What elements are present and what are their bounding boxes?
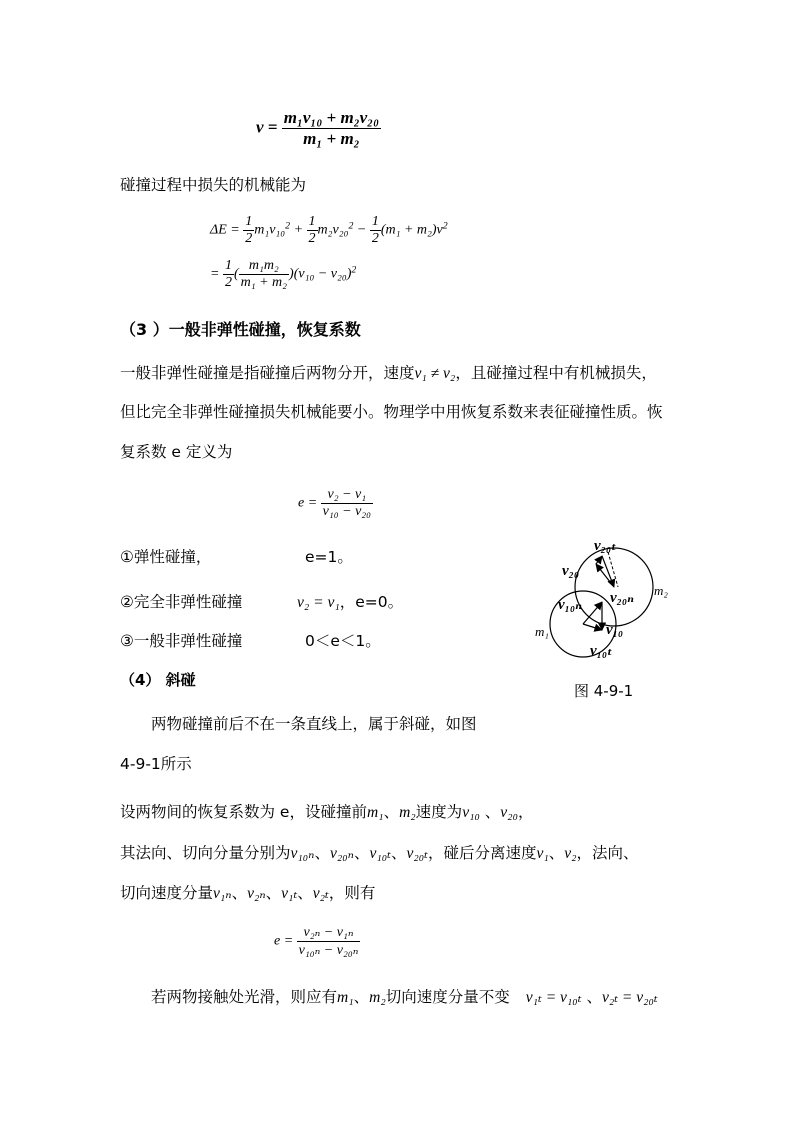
- half-num-3: 1: [371, 214, 379, 229]
- term2: m₂v₂₀: [317, 222, 349, 238]
- case-perfect-inelastic-label: ②完全非弹性碰撞: [120, 593, 243, 611]
- formula-e2-fraction: [297, 924, 361, 959]
- close-paren: ): [289, 266, 294, 282]
- para4-v10t: v₁₀ₜ: [369, 845, 391, 862]
- para3-sep1: 、: [383, 803, 400, 821]
- para4-sep1: 、: [314, 844, 330, 862]
- formula-e2-lhs: e =: [274, 933, 294, 949]
- formula-e2-den: v₁₀ₙ − v₂₀ₙ: [298, 943, 359, 958]
- para4-sep2: 、: [353, 844, 370, 862]
- para5-text-b: ，则有: [328, 884, 376, 902]
- para3-m1: m₁: [366, 804, 384, 821]
- para4-sep4: 、: [548, 844, 565, 862]
- para5-line: [120, 881, 375, 903]
- para1-line1: [120, 361, 657, 383]
- para5-sep1: 、: [231, 884, 248, 902]
- para3-text-a: 设两物间的恢复系数为 e，设碰撞前: [120, 803, 367, 821]
- para4-v2: v₂: [564, 845, 577, 862]
- perfect-inelastic-value: ，e=0。: [339, 593, 404, 611]
- delta-e-lhs: ΔE =: [210, 222, 240, 238]
- formula-e1-num: v₂ − v₁: [321, 487, 373, 504]
- half-fraction-3: [370, 214, 381, 247]
- para6-formula-1: v₁ₜ = v₁₀ₜ: [525, 989, 582, 1006]
- para4-text-c: ，法向、: [576, 844, 639, 862]
- half-den: 2: [245, 231, 253, 246]
- para3-text-c: ，: [517, 803, 534, 821]
- formula-e1-lhs: e =: [298, 495, 318, 511]
- para4-line: [120, 841, 639, 863]
- para3-v20: v₂₀: [500, 804, 518, 821]
- formula-delta-e-line1: [210, 214, 448, 247]
- para6-text-a: 若两物接触处光滑，则应有: [151, 988, 338, 1006]
- para5-sep3: 、: [297, 884, 313, 902]
- para3-sep2: 、: [479, 803, 501, 821]
- label-v10: v₁₀: [606, 622, 624, 638]
- mass-den: m₁ + m₂: [240, 275, 288, 290]
- half-num: 1: [245, 214, 253, 229]
- delta-e-eq: =: [210, 266, 220, 282]
- formula-velocity: [256, 108, 381, 149]
- formula-numerator: m₁v₁₀ + m₂v₂₀: [283, 108, 380, 127]
- velocity-inequality: v₁ ≠ v₂: [414, 365, 456, 382]
- term1-sup: 2: [285, 220, 291, 232]
- formula-fraction: [282, 108, 381, 149]
- para4-v20n: v₂₀ₙ: [329, 845, 354, 862]
- half-fraction-2: [307, 214, 318, 247]
- term1: m₁v₁₀: [254, 222, 286, 238]
- arrow-v20-n-comp: [602, 556, 614, 587]
- half-den-2: 2: [308, 231, 316, 246]
- label-v10n: v₁₀ₙ: [558, 597, 582, 613]
- label-v20n: v₂₀ₙ: [610, 590, 634, 606]
- para4-text-b: ，碰后分离速度: [427, 844, 537, 862]
- para6-text-b: 切向速度分量不变: [385, 988, 510, 1006]
- para5-v1n: v₁ₙ: [213, 885, 232, 902]
- heading-section-4: （4） 斜碰: [120, 671, 196, 689]
- arrow-v10n: [583, 602, 602, 624]
- open-paren: (: [233, 266, 239, 282]
- velocity-diff: (v₁₀ − v₂₀): [293, 266, 352, 282]
- para4-v1: v₁: [536, 845, 549, 862]
- label-m1: m₁: [535, 624, 549, 639]
- half-fraction: [243, 214, 254, 247]
- para1-text-b: ，且碰撞过程中有机械损失，: [455, 364, 657, 382]
- para5-v2t: v₂ₜ: [312, 885, 329, 902]
- para2-line2: 4-9-1所示: [120, 755, 192, 773]
- text-loss-intro: 碰撞过程中损失的机械能为: [120, 176, 307, 194]
- para6-m2: m₂: [369, 989, 386, 1006]
- case-perfect-inelastic-formula: [297, 590, 403, 612]
- para1-line2: 但比完全非弹性碰撞损失机械能要小。物理学中用恢复系数来表征碰撞性质。恢: [120, 403, 663, 421]
- perfect-inelastic-formula: v₂ = v₁: [297, 594, 340, 611]
- velocity-diff-sup: 2: [351, 264, 357, 276]
- para6-line: [151, 985, 658, 1007]
- para4-sep3: 、: [390, 844, 407, 862]
- formula-restitution-1: [298, 487, 373, 520]
- half-num-2: 1: [308, 214, 316, 229]
- case-general-inelastic-label: ③一般非弹性碰撞: [120, 632, 243, 650]
- para3-m2: m₂: [399, 804, 416, 821]
- para1-line3: 复系数 e 定义为: [120, 443, 233, 461]
- mass-fraction: [239, 258, 289, 291]
- half-fraction-4: [223, 258, 234, 291]
- para5-sep2: 、: [265, 884, 282, 902]
- term3-sup: 2: [442, 220, 448, 232]
- para4-v20t: v₂₀ₜ: [406, 845, 428, 862]
- plus-sign: +: [293, 222, 304, 238]
- heading-section-3: （3 ）一般非弹性碰撞，恢复系数: [120, 320, 361, 339]
- half-den-4: 2: [224, 275, 232, 290]
- half-num-4: 1: [224, 258, 232, 273]
- label-v20: v₂₀: [562, 563, 580, 579]
- half-den-3: 2: [371, 231, 379, 246]
- label-v10t: v₁₀ₜ: [590, 643, 613, 659]
- formula-restitution-2: [274, 924, 360, 959]
- para5-v2n: v₂ₙ: [247, 885, 266, 902]
- para6-m1: m₁: [337, 989, 354, 1006]
- case-elastic-value: e=1。: [305, 548, 353, 566]
- arrow-v20t: [596, 556, 602, 564]
- label-v20t: v₂₀ₜ: [594, 538, 617, 554]
- para4-v10n: v₁₀ₙ: [290, 845, 315, 862]
- para2-line1: 两物碰撞前后不在一条直线上，属于斜碰，如图: [151, 715, 477, 733]
- term2-sup: 2: [348, 220, 354, 232]
- para5-v1t: v₁ₜ: [281, 885, 298, 902]
- arrow-v20: [596, 564, 614, 587]
- figure-caption: 图 4-9-1: [574, 682, 634, 700]
- formula-e1-den: v₁₀ − v₂₀: [322, 504, 372, 519]
- formula-delta-e-line2: [210, 258, 356, 291]
- para6-sep2: 、: [581, 988, 602, 1006]
- formula-lhs: v =: [256, 117, 278, 137]
- arrow-v10: [583, 624, 602, 630]
- para5-text-a: 切向速度分量: [120, 884, 214, 902]
- para3-text-b: 速度为: [415, 803, 463, 821]
- case-elastic-label: ①弹性碰撞，: [120, 548, 212, 566]
- para6-sep1: 、: [353, 988, 370, 1006]
- case-general-inelastic-value: 0＜e＜1。: [305, 632, 381, 650]
- para3-v10: v₁₀: [462, 804, 480, 821]
- para3-line: [120, 800, 533, 822]
- para6-formula-2: v₂ₜ = v₂₀ₜ: [601, 989, 658, 1006]
- mass-num: m₁m₂: [239, 258, 289, 275]
- para4-text-a: 其法向、切向分量分别为: [120, 844, 291, 862]
- formula-e2-num: v₂ₙ − v₁ₙ: [297, 924, 361, 942]
- formula-e1-fraction: [321, 487, 373, 520]
- label-m2: m₂: [654, 583, 668, 598]
- term3: (m₁ + m₂)v: [380, 222, 443, 238]
- collision-figure: [530, 530, 680, 665]
- minus-sign: −: [356, 222, 367, 238]
- para1-text-a: 一般非弹性碰撞是指碰撞后两物分开，速度: [120, 364, 415, 382]
- formula-denominator: m₁ + m₂: [303, 129, 360, 148]
